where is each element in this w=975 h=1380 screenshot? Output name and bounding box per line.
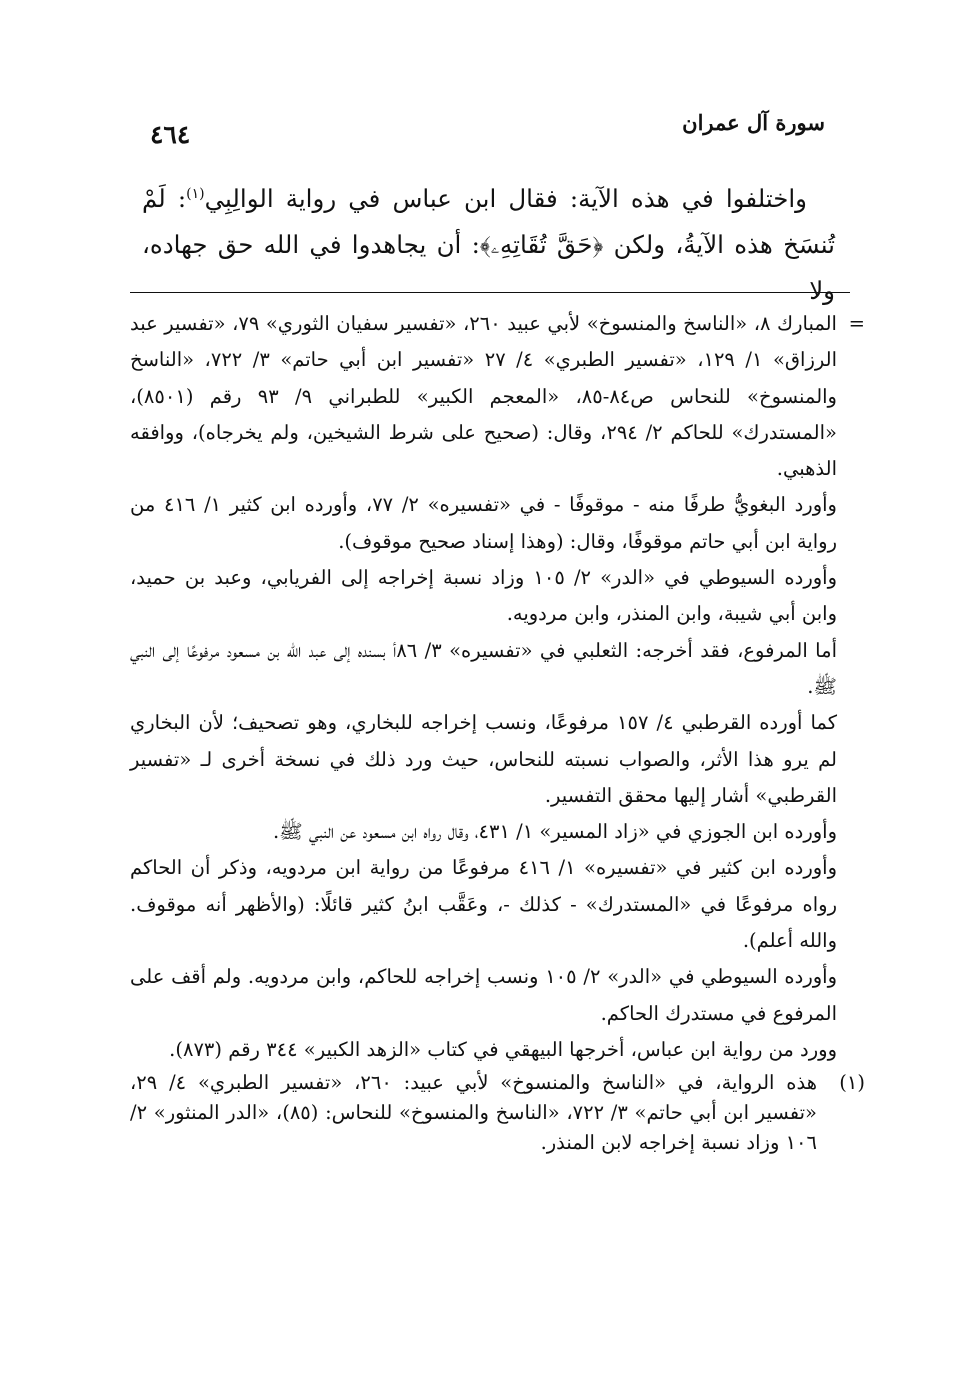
footnote-1 xyxy=(130,1068,865,1158)
footnote-continuation xyxy=(130,306,865,1068)
footnote-paragraph-9: وورد من رواية ابن عباس، أخرجها البيهقي في كتاب «الزهد الكبير» ٣٤٤ رقم (٨٧٣). xyxy=(169,1037,837,1061)
footnote-ref-1: (١) xyxy=(186,185,205,202)
page-number: ٤٦٤ xyxy=(150,120,191,149)
continuation-mark: = xyxy=(848,312,865,335)
footnotes xyxy=(130,306,865,1158)
footnote-1-text: هذه الرواية، في «الناسخ والمنسوخ» لأبي عبيد: ٢٦٠، «تفسير الطبري» ٤/ ٢٩، «تفسير ابن أبي حاتم» ٣/ ٧٢٢، «الناسخ والمنسوخ» للنحاس: (٨٥)، «الدر المنثور» ٢/ ١٠٦ وزاد نسبة إخراجه لابن المنذر. xyxy=(130,1071,817,1155)
main-paragraph xyxy=(142,176,835,314)
main-text xyxy=(142,176,835,314)
main-text-part2: : لَمْ تُنسَخ هذه الآيةُ، ولكن ﴿حَقَّ تُقَاتِهِۦ﴾: أن يجاهدوا في الله حق جهاده، ولا xyxy=(142,184,835,305)
page-header xyxy=(150,108,825,158)
chapter-title: سورة آل عمران xyxy=(682,110,825,135)
footnote-paragraph-8: وأورده السيوطي في «الدر» ٢/ ١٠٥ ونسب إخراجه للحاكم، وابن مردويه. ولم أقف على المرفوع في مستدرك الحاكم. xyxy=(130,965,837,1025)
footnote-paragraph-2: وأورد البغويُّ طرفًا منه - موقوفًا - في «تفسيره» ٢/ ٧٧، وأورده ابن كثير ١/ ٤١٦ من رواية ابن أبي حاتم موقوفًا، وقال: (وهذا إسناد صحيح موقوف). xyxy=(130,493,837,553)
footnote-separator xyxy=(130,292,850,293)
main-text-part1: واختلفوا في هذه الآية: فقال ابن عباس في رواية الوالِبِي xyxy=(204,184,808,213)
footnote-number: (١) xyxy=(839,1071,865,1095)
footnote-paragraph-1: المبارك ٨، «الناسخ والمنسوخ» لأبي عبيد ٢٦٠، «تفسير سفيان الثوري» ٧٩، «تفسير عبد الرزاق» ١/ ١٢٩، «تفسير الطبري» ٤/ ٢٧ «تفسير ابن أبي حاتم» ٣/ ٧٢٢، «الناسخ والمنسوخ» للنحاس ص٨٤-٨٥، «المعجم الكبير» للطبراني ٩/ ٩٣ رقم (٨٥٠١)، «المستدرك» للحاكم ٢/ ٢٩٤، وقال: (صحيح على شرط الشيخين، ولم يخرجاه)، ووافقه الذهبي. xyxy=(130,312,837,481)
footnote-paragraph-6: وأورده ابن الجوزي في «زاد المسير» ١/ ٤٣١، وقال رواه ابن مسعود عن النبي ﷺ. xyxy=(272,820,837,844)
footnote-paragraph-4: أما المرفوع، فقد أخرجه: الثعلبي في «تفسيره» ٣/ ٨٦أ بسنده إلى عبد الله بن مسعود مرفوعًا إلى النبي ﷺ. xyxy=(130,638,837,698)
footnote-paragraph-3: وأورده السيوطي في «الدر» ٢/ ١٠٥ وزاد نسبة إخراجه إلى الفريابي، وعبد بن حميد، وابن أبي شيبة، وابن المنذر، وابن مردويه. xyxy=(130,566,838,626)
footnote-paragraph-5: كما أورده القرطبي ٤/ ١٥٧ مرفوعًا، ونسب إخراجه للبخاري، وهو تصحيف؛ لأن البخاري لم يرو هذا الأثر، والصواب نسبته للنحاس، حيث ورد ذلك في نسخة أخرى لـ «تفسير القرطبي» أشار إليها محقق التفسير. xyxy=(130,711,837,807)
footnote-paragraph-7: وأورده ابن كثير في «تفسيره» ١/ ٤١٦ مرفوعًا من رواية ابن مردويه، وذكر أن الحاكم رواه مرفوعًا في «المستدرك» - كذلك -، وعَقَّب ابنُ كثير قائلًا: (والأظهر أنه موقوف. والله أعلم). xyxy=(130,856,837,953)
